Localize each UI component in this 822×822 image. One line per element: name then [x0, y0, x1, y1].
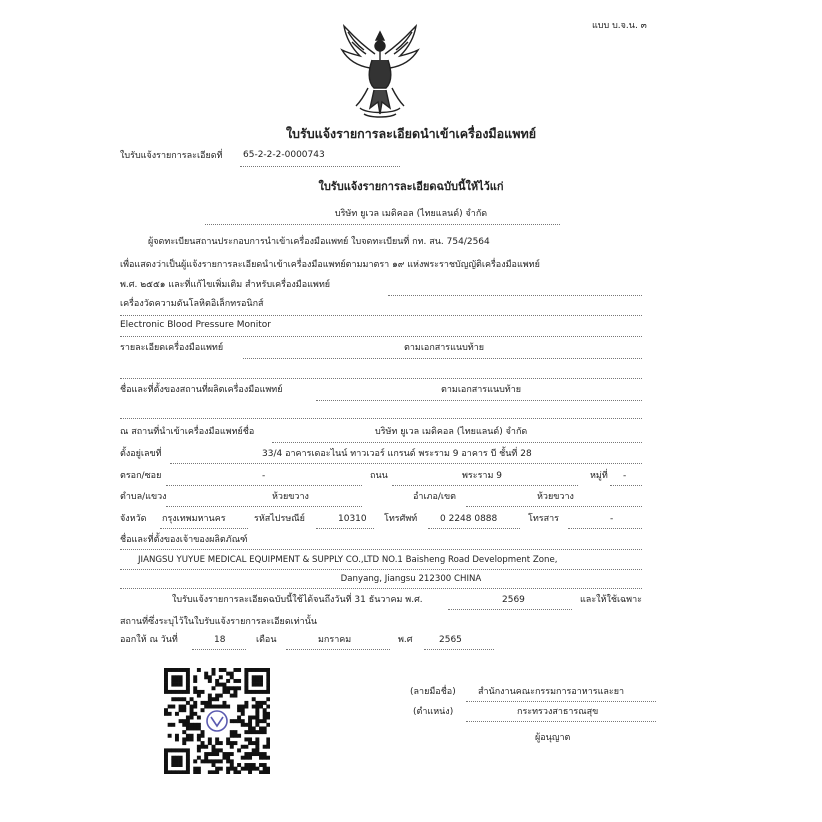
manufacturer-underline-2 [120, 418, 642, 419]
issued-to-heading: ใบรับแจ้งรายการละเอียดฉบับนี้ให้ไว้แก่ [318, 180, 504, 193]
issued-year: 2565 [439, 635, 462, 645]
district-value: ห้วยขวาง [537, 492, 574, 502]
garuda-emblem [338, 24, 422, 120]
details-value: ตามเอกสารแนบท้าย [404, 343, 485, 353]
receipt-no-value: 65-2-2-2-0000743 [243, 150, 325, 160]
soi-underline [166, 485, 362, 486]
year-label: พ.ศ [398, 635, 413, 645]
position-label: (ตำแหน่ง) [413, 707, 454, 717]
validity-text: ใบรับแจ้งรายการละเอียดฉบับนี้ใช้ได้จนถึงวันที่ 31 ธันวาคม พ.ศ. [172, 595, 423, 605]
device-en-underline [120, 336, 642, 337]
importer-underline [272, 442, 642, 443]
manufacturer-label: ชื่อและที่ตั้งของสถานที่ผลิตเครื่องมือแพทย์ [120, 385, 283, 395]
phone-label: โทรศัพท์ [384, 514, 418, 524]
postcode-value: 10310 [338, 514, 367, 524]
importer-label: ณ สถานที่นำเข้าเครื่องมือแพทย์ชื่อ [120, 427, 255, 437]
owner-line2-underline [120, 588, 642, 589]
fax-value: - [610, 514, 614, 524]
province-label: จังหวัด [120, 514, 147, 524]
province-underline [160, 528, 248, 529]
soi-value: - [262, 471, 266, 481]
district-underline [466, 506, 642, 507]
owner-address-line2: Danyang, Jiangsu 212300 CHINA [340, 574, 482, 584]
owner-label-underline [120, 549, 642, 550]
signature-label: (ลายมือชื่อ) [410, 687, 456, 697]
receipt-no-underline [240, 166, 400, 167]
owner-label: ชื่อและที่ตั้งของเจ้าของผลิตภัณฑ์ [120, 535, 248, 545]
owner-address-line1: JIANGSU YUYUE MEDICAL EQUIPMENT & SUPPLY CO.,LTD NO.1 Baisheng Road Development Zone, [138, 555, 558, 565]
subdistrict-label: ตำบล/แขวง [120, 492, 167, 502]
registration-paragraph: ผู้จดทะเบียนสถานประกอบการนำเข้าเครื่องมือแพทย์ ใบจดทะเบียนที่ กท. สน. 754/2564 [148, 237, 490, 247]
phone-underline [428, 528, 520, 529]
postcode-label: รหัสไปรษณีย์ [254, 514, 305, 524]
fax-label: โทรสาร [528, 514, 559, 524]
moo-label: หมู่ที่ [590, 471, 608, 481]
act-paragraph: พ.ศ. ๒๕๕๑ และที่แก้ไขเพิ่มเติม สำหรับเครื่องมือแพทย์ [120, 280, 331, 290]
address-label: ตั้งอยู่เลขที่ [120, 449, 162, 459]
month-label: เดือน [256, 635, 277, 645]
signature-value: สำนักงานคณะกรรมการอาหารและยา [478, 687, 625, 697]
manufacturer-underline [316, 400, 642, 401]
device-name-en: Electronic Blood Pressure Monitor [120, 320, 271, 330]
province-value: กรุงเทพมหานคร [162, 514, 226, 524]
qr-code [164, 668, 270, 774]
company-underline [205, 224, 560, 225]
postcode-underline [316, 528, 374, 529]
position-value: กระทรวงสาธารณสุข [517, 707, 599, 717]
subdistrict-underline [166, 506, 362, 507]
owner-line1-underline [120, 569, 642, 570]
road-underline [392, 485, 578, 486]
notice-paragraph: เพื่อแสดงว่าเป็นผู้แจ้งรายการละเอียดนำเข้าเครื่องมือแพทย์ตามมาตรา ๑๙ แห่งพระราชบัญญัติเครื่องมือแพทย์ [120, 260, 540, 270]
act-underline [388, 295, 642, 296]
company-name: บริษัท ยูเวล เมดิคอล (ไทยแลนด์) จำกัด [334, 209, 488, 219]
receipt-no-label: ใบรับแจ้งรายการละเอียดที่ [120, 151, 223, 161]
validity-year: 2569 [502, 595, 525, 605]
address-underline [170, 463, 642, 464]
importer-value: บริษัท ยูเวล เมดิคอล (ไทยแลนด์) จำกัด [375, 427, 528, 437]
fax-underline [568, 528, 642, 529]
validity-text-2: สถานที่ซึ่งระบุไว้ในใบรับแจ้งรายการละเอียดเท่านั้น [120, 617, 318, 627]
road-label: ถนน [370, 471, 388, 481]
road-value: พระราม 9 [462, 471, 503, 481]
moo-value: - [623, 471, 627, 481]
signature-underline [466, 701, 656, 702]
device-name-th: เครื่องวัดความดันโลหิตอิเล็กทรอนิกส์ [120, 299, 264, 309]
manufacturer-value: ตามเอกสารแนบท้าย [441, 385, 522, 395]
details-underline-2 [120, 378, 642, 379]
subdistrict-value: ห้วยขวาง [272, 492, 309, 502]
form-code: แบบ บ.จ.น. ๓ [592, 21, 647, 31]
issued-year-underline [424, 649, 494, 650]
issued-label: ออกให้ ณ วันที่ [120, 635, 178, 645]
details-underline [243, 358, 642, 359]
validity-tail: และให้ใช้เฉพาะ [580, 595, 643, 605]
issued-day-underline [192, 649, 246, 650]
phone-value: 0 2248 0888 [440, 514, 498, 524]
authority-label: ผู้อนุญาต [535, 733, 571, 743]
issued-month: มกราคม [318, 635, 352, 645]
address-value: 33/4 อาคารเดอะไนน์ ทาวเวอร์ แกรนด์ พระราม 9 อาคาร บี ชั้นที่ 28 [262, 449, 532, 459]
issued-day: 18 [214, 635, 226, 645]
validity-year-underline [448, 609, 572, 610]
details-label: รายละเอียดเครื่องมือแพทย์ [120, 343, 224, 353]
document-title: ใบรับแจ้งรายการละเอียดนำเข้าเครื่องมือแพทย์ [285, 126, 537, 141]
device-th-underline [120, 315, 642, 316]
issued-month-underline [286, 649, 390, 650]
position-underline [466, 721, 656, 722]
district-label: อำเภอ/เขต [413, 492, 456, 502]
moo-underline [610, 485, 642, 486]
soi-label: ตรอก/ซอย [120, 471, 162, 481]
